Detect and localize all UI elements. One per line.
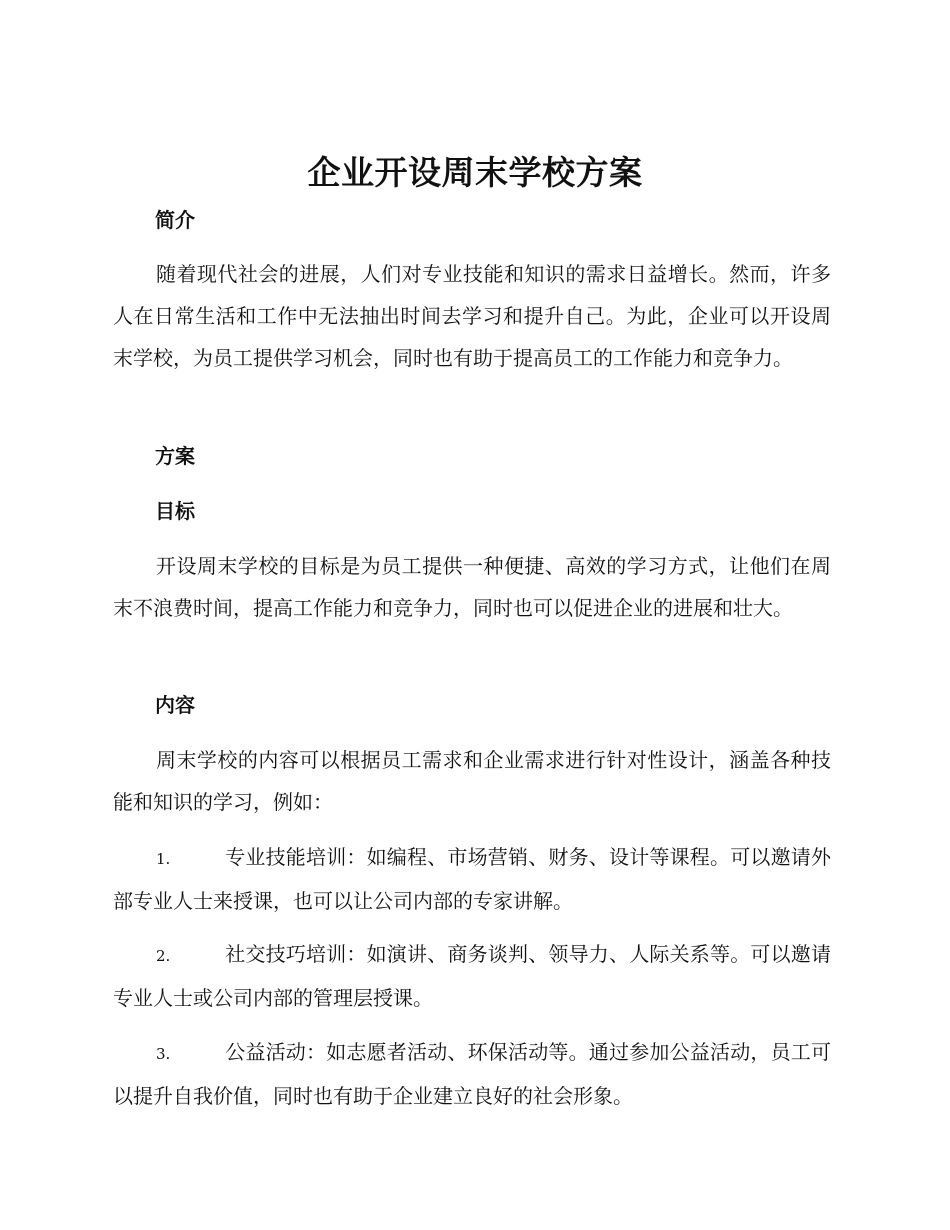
list-number: 1. bbox=[156, 850, 171, 868]
heading-content: 内容 bbox=[155, 693, 195, 717]
paragraph-intro: 随着现代社会的进展，人们对专业技能和知识的需求日益增长。然而，许多人在日常生活和工作中无法抽出时间去学习和提升自己。为此，企业可以开设周末学校，为员工提供学习机会，同时也有助于提高员工的工作能力和竞争力。 bbox=[113, 262, 831, 370]
list-number: 3. bbox=[156, 1045, 171, 1063]
list-item-1 bbox=[113, 836, 831, 922]
list-item-3 bbox=[113, 1031, 831, 1117]
list-item-text: 社交技巧培训：如演讲、商务谈判、领导力、人际关系等。可以邀请专业人士或公司内部的管理层授课。 bbox=[113, 942, 831, 1010]
list-item-text: 公益活动：如志愿者活动、环保活动等。通过参加公益活动，员工可以提升自我价值，同时也有助于企业建立良好的社会形象。 bbox=[113, 1040, 831, 1108]
heading-intro: 简介 bbox=[155, 208, 195, 232]
heading-plan: 方案 bbox=[155, 444, 195, 468]
paragraph-content: 周末学校的内容可以根据员工需求和企业需求进行针对性设计，涵盖各种技能和知识的学习，例如： bbox=[113, 748, 831, 814]
list-item-2 bbox=[113, 933, 831, 1019]
list-number: 2. bbox=[156, 947, 171, 965]
document-title: 企业开设周末学校方案 bbox=[307, 153, 643, 192]
list-item-text: 专业技能培训：如编程、市场营销、财务、设计等课程。可以邀请外部专业人士来授课，也可以让公司内部的专家讲解。 bbox=[113, 845, 831, 913]
heading-goal: 目标 bbox=[155, 499, 195, 523]
paragraph-goal: 开设周末学校的目标是为员工提供一种便捷、高效的学习方式，让他们在周末不浪费时间，提高工作能力和竞争力，同时也可以促进企业的进展和壮大。 bbox=[113, 554, 831, 620]
